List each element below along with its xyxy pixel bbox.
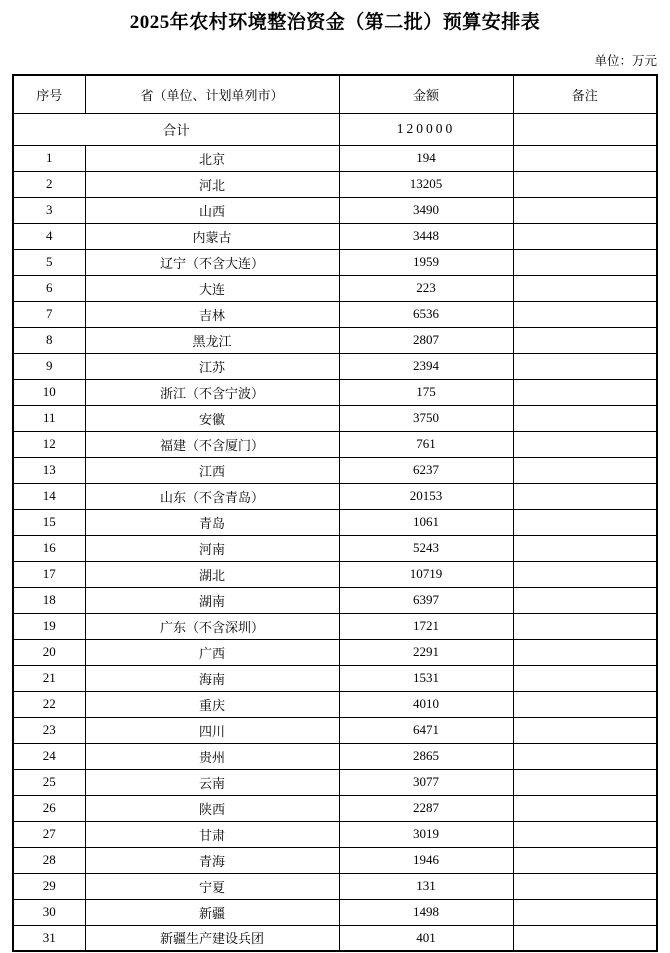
province-cell: 湖北 <box>85 561 339 587</box>
total-remark-cell <box>513 113 657 145</box>
amount-cell: 6237 <box>339 457 513 483</box>
province-cell: 重庆 <box>85 691 339 717</box>
amount-cell: 2865 <box>339 743 513 769</box>
row-index-cell: 26 <box>13 795 85 821</box>
province-cell: 内蒙古 <box>85 223 339 249</box>
province-cell: 陕西 <box>85 795 339 821</box>
amount-cell: 3490 <box>339 197 513 223</box>
province-cell: 河南 <box>85 535 339 561</box>
remark-cell <box>513 769 657 795</box>
header-remark: 备注 <box>513 75 657 113</box>
row-index-cell: 22 <box>13 691 85 717</box>
table-row <box>13 327 657 353</box>
table-row <box>13 639 657 665</box>
table-row <box>13 587 657 613</box>
table-row <box>13 665 657 691</box>
remark-cell <box>513 509 657 535</box>
row-index-cell: 6 <box>13 275 85 301</box>
amount-cell: 194 <box>339 145 513 171</box>
row-index-cell: 15 <box>13 509 85 535</box>
province-cell: 新疆 <box>85 899 339 925</box>
table-row <box>13 925 657 951</box>
table-row <box>13 717 657 743</box>
amount-cell: 2807 <box>339 327 513 353</box>
province-cell: 宁夏 <box>85 873 339 899</box>
header-province: 省（单位、计划单列市） <box>85 75 339 113</box>
remark-cell <box>513 327 657 353</box>
province-cell: 北京 <box>85 145 339 171</box>
table-row <box>13 249 657 275</box>
total-amount-cell: 120000 <box>339 113 513 145</box>
remark-cell <box>513 899 657 925</box>
table-row <box>13 457 657 483</box>
province-cell: 贵州 <box>85 743 339 769</box>
remark-cell <box>513 535 657 561</box>
table-row <box>13 873 657 899</box>
amount-cell: 3077 <box>339 769 513 795</box>
province-cell: 湖南 <box>85 587 339 613</box>
remark-cell <box>513 457 657 483</box>
remark-cell <box>513 795 657 821</box>
row-index-cell: 8 <box>13 327 85 353</box>
table-row <box>13 847 657 873</box>
row-index-cell: 31 <box>13 925 85 951</box>
remark-cell <box>513 405 657 431</box>
table-row <box>13 379 657 405</box>
province-cell: 青岛 <box>85 509 339 535</box>
amount-cell: 401 <box>339 925 513 951</box>
row-index-cell: 21 <box>13 665 85 691</box>
row-index-cell: 16 <box>13 535 85 561</box>
remark-cell <box>513 171 657 197</box>
page-title: 2025年农村环境整治资金（第二批）预算安排表 <box>129 12 541 33</box>
province-cell: 安徽 <box>85 405 339 431</box>
row-index-cell: 13 <box>13 457 85 483</box>
province-cell: 山西 <box>85 197 339 223</box>
province-cell: 四川 <box>85 717 339 743</box>
table-row <box>13 509 657 535</box>
table-row <box>13 301 657 327</box>
province-cell: 甘肃 <box>85 821 339 847</box>
header-serial-number: 序号 <box>13 75 85 113</box>
amount-cell: 20153 <box>339 483 513 509</box>
table-row <box>13 691 657 717</box>
row-index-cell: 11 <box>13 405 85 431</box>
remark-cell <box>513 275 657 301</box>
province-cell: 云南 <box>85 769 339 795</box>
header-amount: 金额 <box>339 75 513 113</box>
remark-cell <box>513 743 657 769</box>
table-row <box>13 275 657 301</box>
amount-cell: 175 <box>339 379 513 405</box>
row-index-cell: 10 <box>13 379 85 405</box>
amount-cell: 6397 <box>339 587 513 613</box>
remark-cell <box>513 925 657 951</box>
remark-cell <box>513 379 657 405</box>
table-row <box>13 405 657 431</box>
amount-cell: 761 <box>339 431 513 457</box>
province-cell: 辽宁（不含大连） <box>85 249 339 275</box>
remark-cell <box>513 691 657 717</box>
remark-cell <box>513 847 657 873</box>
remark-cell <box>513 301 657 327</box>
amount-cell: 13205 <box>339 171 513 197</box>
amount-cell: 3750 <box>339 405 513 431</box>
amount-cell: 1721 <box>339 613 513 639</box>
row-index-cell: 24 <box>13 743 85 769</box>
amount-cell: 3019 <box>339 821 513 847</box>
remark-cell <box>513 483 657 509</box>
remark-cell <box>513 197 657 223</box>
province-cell: 大连 <box>85 275 339 301</box>
row-index-cell: 12 <box>13 431 85 457</box>
row-index-cell: 1 <box>13 145 85 171</box>
amount-cell: 5243 <box>339 535 513 561</box>
row-index-cell: 18 <box>13 587 85 613</box>
table-row <box>13 145 657 171</box>
amount-cell: 3448 <box>339 223 513 249</box>
table-row <box>13 899 657 925</box>
row-index-cell: 5 <box>13 249 85 275</box>
row-index-cell: 3 <box>13 197 85 223</box>
table-row <box>13 795 657 821</box>
row-index-cell: 4 <box>13 223 85 249</box>
row-index-cell: 14 <box>13 483 85 509</box>
table-row <box>13 223 657 249</box>
remark-cell <box>513 587 657 613</box>
amount-cell: 223 <box>339 275 513 301</box>
table-row <box>13 483 657 509</box>
remark-cell <box>513 431 657 457</box>
row-index-cell: 7 <box>13 301 85 327</box>
table-row <box>13 613 657 639</box>
remark-cell <box>513 717 657 743</box>
province-cell: 青海 <box>85 847 339 873</box>
province-cell: 浙江（不含宁波） <box>85 379 339 405</box>
amount-cell: 1959 <box>339 249 513 275</box>
amount-cell: 131 <box>339 873 513 899</box>
row-index-cell: 17 <box>13 561 85 587</box>
amount-cell: 2394 <box>339 353 513 379</box>
remark-cell <box>513 223 657 249</box>
amount-cell: 4010 <box>339 691 513 717</box>
table-row <box>13 743 657 769</box>
table-row <box>13 561 657 587</box>
row-index-cell: 28 <box>13 847 85 873</box>
row-index-cell: 9 <box>13 353 85 379</box>
remark-cell <box>513 873 657 899</box>
remark-cell <box>513 145 657 171</box>
table-row <box>13 535 657 561</box>
amount-cell: 1061 <box>339 509 513 535</box>
row-index-cell: 27 <box>13 821 85 847</box>
amount-cell: 2287 <box>339 795 513 821</box>
province-cell: 新疆生产建设兵团 <box>85 925 339 951</box>
amount-cell: 6536 <box>339 301 513 327</box>
table-row <box>13 431 657 457</box>
province-cell: 福建（不含厦门） <box>85 431 339 457</box>
province-cell: 江西 <box>85 457 339 483</box>
budget-table <box>12 74 658 952</box>
total-row <box>13 113 657 145</box>
amount-cell: 6471 <box>339 717 513 743</box>
total-label-cell: 合计 <box>13 113 339 145</box>
remark-cell <box>513 249 657 275</box>
amount-cell: 1498 <box>339 899 513 925</box>
amount-cell: 10719 <box>339 561 513 587</box>
table-row <box>13 769 657 795</box>
remark-cell <box>513 613 657 639</box>
remark-cell <box>513 665 657 691</box>
row-index-cell: 20 <box>13 639 85 665</box>
unit-label: 单位：万元 <box>594 54 657 68</box>
remark-cell <box>513 561 657 587</box>
row-index-cell: 30 <box>13 899 85 925</box>
province-cell: 广东（不含深圳） <box>85 613 339 639</box>
remark-cell <box>513 353 657 379</box>
province-cell: 河北 <box>85 171 339 197</box>
province-cell: 山东（不含青岛） <box>85 483 339 509</box>
header-row <box>13 75 657 113</box>
province-cell: 吉林 <box>85 301 339 327</box>
row-index-cell: 19 <box>13 613 85 639</box>
province-cell: 黑龙江 <box>85 327 339 353</box>
table-row <box>13 353 657 379</box>
row-index-cell: 29 <box>13 873 85 899</box>
row-index-cell: 25 <box>13 769 85 795</box>
amount-cell: 1531 <box>339 665 513 691</box>
amount-cell: 1946 <box>339 847 513 873</box>
province-cell: 江苏 <box>85 353 339 379</box>
table-row <box>13 821 657 847</box>
table-row <box>13 171 657 197</box>
province-cell: 广西 <box>85 639 339 665</box>
remark-cell <box>513 821 657 847</box>
table-row <box>13 197 657 223</box>
row-index-cell: 2 <box>13 171 85 197</box>
province-cell: 海南 <box>85 665 339 691</box>
remark-cell <box>513 639 657 665</box>
row-index-cell: 23 <box>13 717 85 743</box>
amount-cell: 2291 <box>339 639 513 665</box>
